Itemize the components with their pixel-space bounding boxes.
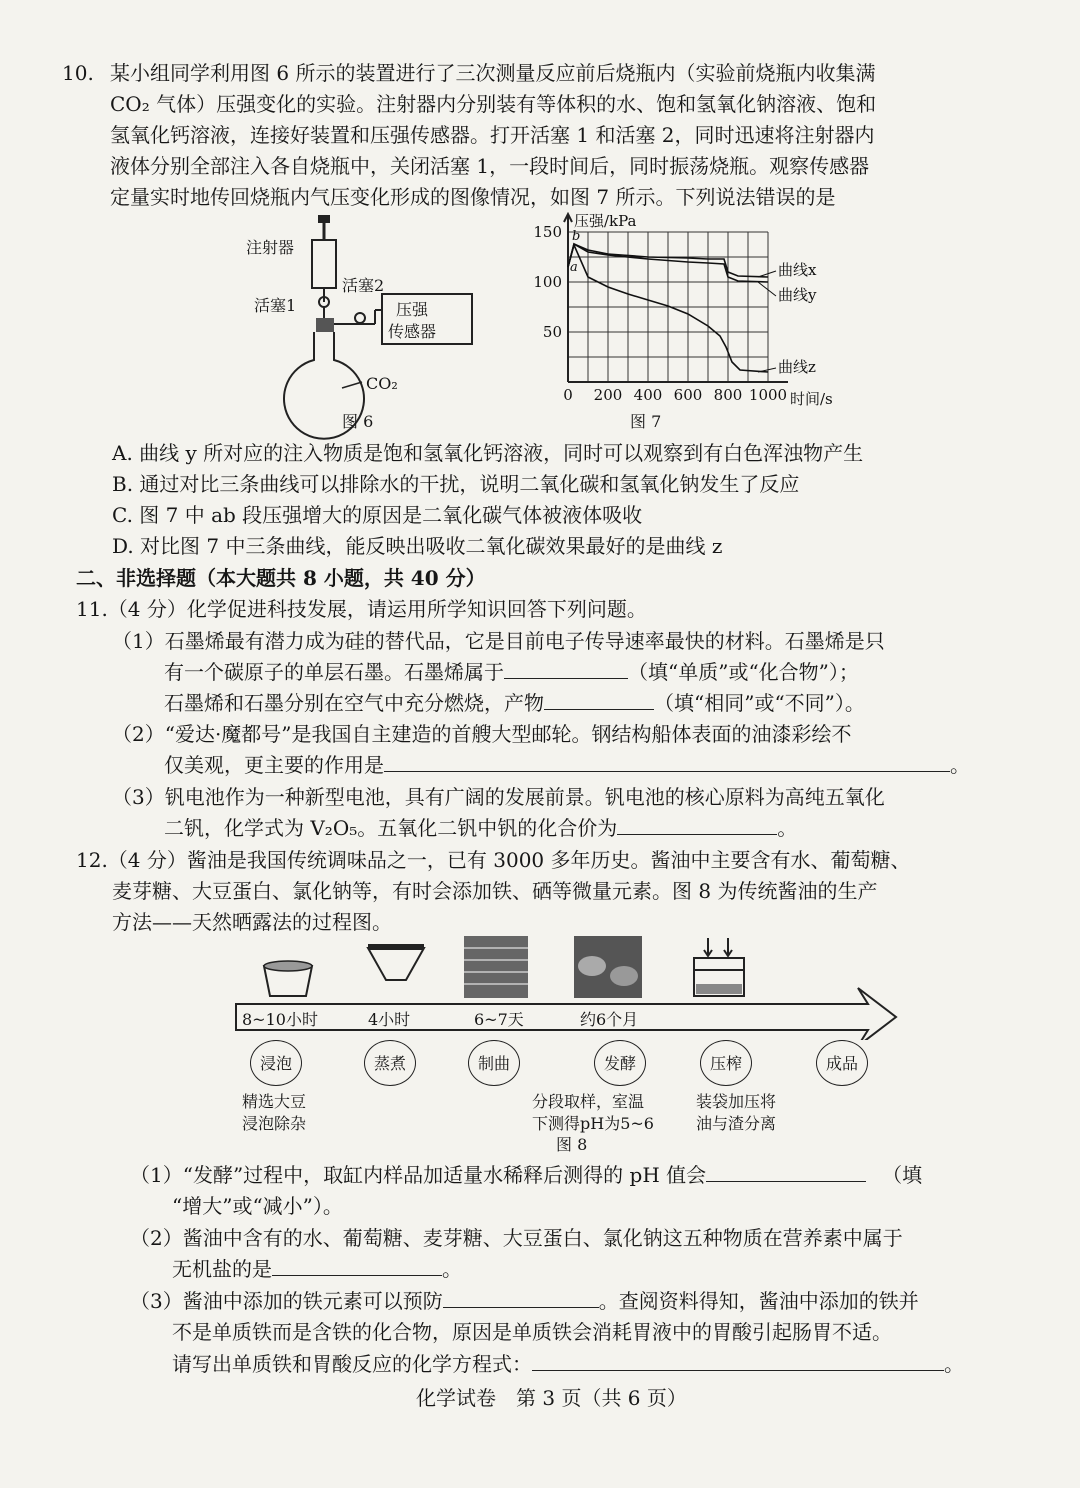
x-tick-label: 1000 (748, 386, 788, 404)
q10-option-c: C. 图 7 中 ab 段压强增大的原因是二氧化碳气体被液体吸收 (112, 503, 643, 527)
y-tick-label: 100 (533, 273, 562, 291)
answer-blank[interactable] (544, 689, 654, 710)
timeline-arrow (236, 988, 896, 1040)
answer-blank[interactable] (706, 1161, 866, 1182)
label-syringe: 注射器 (246, 238, 295, 257)
q10-option-d: D. 对比图 7 中三条曲线，能反映出吸收二氧化碳效果最好的是曲线 z (112, 534, 723, 558)
fig7-pressure-chart (520, 212, 880, 412)
x-tick-label: 200 (593, 386, 623, 404)
syringe-plunger-top (318, 215, 330, 223)
q12-p3-line1: （3）酱油中添加的铁元素可以预防 。查阅资料得知，酱油中添加的铁并 (130, 1289, 919, 1313)
q12-line1: 12.（4 分）酱油是我国传统调味品之一，已有 3000 多年历史。酱油中主要含有水、葡萄糖、 (76, 848, 911, 872)
note-soak-line1: 精选大豆 (242, 1092, 307, 1111)
series-label: 曲线x (778, 261, 817, 279)
series-label: 曲线y (778, 286, 817, 304)
y-tick-label: 150 (533, 223, 562, 241)
answer-blank[interactable] (532, 1350, 944, 1371)
q12-p1-line2: “增大”或“减小”）。 (172, 1194, 343, 1218)
q10-stem-line: 某小组同学利用图 6 所示的装置进行了三次测量反应前后烧瓶内（实验前烧瓶内收集满 (110, 61, 876, 85)
duration-koji: 6~7天 (474, 1010, 524, 1029)
valve2-icon (355, 313, 365, 323)
q10-number: 10. (62, 61, 94, 85)
series-label: 曲线z (778, 358, 816, 376)
section-heading: 二、非选择题（本大题共 8 小题，共 40 分） (76, 566, 486, 590)
note-press-line1: 装袋加压将 (696, 1092, 777, 1111)
syringe-barrel (312, 240, 336, 288)
steamer-icon (368, 948, 424, 980)
q12-p3-line2: 不是单质铁而是含铁的化合物，原因是单质铁会消耗胃液中的胃酸引起肠胃不适。 (172, 1320, 892, 1344)
duration-steam: 4小时 (368, 1010, 411, 1029)
fig7-caption: 图 7 (630, 412, 662, 431)
answer-blank[interactable] (384, 751, 950, 772)
x-axis-label: 时间/s (790, 390, 833, 408)
q11-p1-line1: （1）石墨烯最有潜力成为硅的替代品，它是目前电子传导速率最快的材料。石墨烯是只 (112, 629, 885, 653)
x-tick-label: 0 (563, 386, 573, 404)
answer-blank[interactable] (617, 814, 777, 835)
fig6-caption: 图 6 (342, 412, 374, 431)
q11-p3-line2: 二钒，化学式为 V₂O₅。五氧化二钒中钒的化合价为 。 (164, 816, 798, 840)
q12-p3-line3: 请写出单质铁和胃酸反应的化学方程式： 。 (172, 1352, 964, 1376)
flask-stopper (316, 318, 334, 332)
point-label-a: a (570, 260, 578, 275)
answer-blank[interactable] (272, 1255, 442, 1276)
duration-soak: 8~10小时 (242, 1010, 318, 1029)
y-tick-label: 50 (542, 323, 562, 341)
note-ferment-line1: 分段取样，室温 (532, 1092, 645, 1111)
fig8-caption: 图 8 (556, 1135, 588, 1154)
q10-stem-line: 液体分别全部注入各自烧瓶中，关闭活塞 1，一段时间后，同时振荡烧瓶。观察传感器 (110, 154, 870, 178)
series-leader-line (758, 271, 776, 277)
answer-blank[interactable] (443, 1287, 599, 1308)
x-tick-label: 800 (713, 386, 743, 404)
q11-p2-line2: 仅美观，更主要的作用是 。 (164, 753, 970, 777)
q10-stem-line: 定量实时地传回烧瓶内气压变化形成的图像情况，如图 7 所示。下列说法错误的是 (110, 185, 836, 209)
label-valve2: 活塞2 (342, 276, 385, 295)
step-steam: 蒸煮 (364, 1040, 416, 1086)
q11-p2-line1: （2）“爱达·魔都号”是我国自主建造的首艘大型邮轮。钢结构船体表面的油漆彩绘不 (112, 722, 852, 746)
x-tick-label: 600 (673, 386, 703, 404)
label-sensor-line1: 压强 (396, 300, 429, 319)
duration-ferment: 约6个月 (580, 1010, 639, 1029)
step-soak: 浸泡 (250, 1040, 302, 1086)
answer-blank[interactable] (504, 658, 628, 679)
series-leader-line (758, 282, 776, 296)
q12-p2-line1: （2）酱油中含有的水、葡萄糖、麦芽糖、大豆蛋白、氯化钠这五种物质在营养素中属于 (130, 1226, 903, 1250)
note-soak-line2: 浸泡除杂 (242, 1114, 307, 1133)
fig8-process-arrow (228, 930, 908, 1040)
step-product: 成品 (816, 1040, 868, 1086)
q12-line2: 麦芽糖、大豆蛋白、氯化钠等，有时会添加铁、硒等微量元素。图 8 为传统酱油的生产 (112, 879, 878, 903)
point-label-b: b (572, 229, 581, 244)
q10-option-b: B. 通过对比三条曲线可以排除水的干扰，说明二氧化碳和氢氧化钠发生了反应 (112, 472, 800, 496)
note-press-line2: 油与渣分离 (696, 1114, 777, 1133)
koji-tray-icon (464, 936, 528, 998)
label-sensor-line2: 传感器 (388, 322, 437, 341)
step-ferment: 发酵 (594, 1040, 646, 1086)
q11-p3-line1: （3）钒电池作为一种新型电池，具有广阔的发展前景。钒电池的核心原料为高纯五氧化 (112, 785, 885, 809)
q10-stem-line: 氢氧化钙溶液，连接好装置和压强传感器。打开活塞 1 和活塞 2，同时迅速将注射器内 (110, 123, 875, 147)
q11-head: 11.（4 分）化学促进科技发展，请运用所学知识回答下列问题。 (76, 597, 647, 621)
q10-option-a: A. 曲线 y 所对应的注入物质是饱和氢氧化钙溶液，同时可以观察到有白色浑浊物产生 (112, 441, 864, 465)
y-axis-label: 压强/kPa (574, 212, 637, 230)
note-ferment-line2: 下测得pH为5~6 (532, 1114, 654, 1133)
label-valve1: 活塞1 (254, 296, 297, 315)
q11-p1-line3: 石墨烯和石墨分别在空气中充分燃烧，产物 （填“相同”或“不同”）。 (164, 691, 865, 715)
step-koji: 制曲 (468, 1040, 520, 1086)
q12-p2-line2: 无机盐的是 。 (172, 1257, 462, 1281)
label-co2: CO₂ (366, 374, 398, 393)
step-press: 压榨 (700, 1040, 752, 1086)
q12-line3: 方法——天然晒露法的过程图。 (112, 910, 392, 934)
page-footer: 化学试卷 第 3 页（共 6 页） (416, 1386, 687, 1410)
x-tick-label: 400 (633, 386, 663, 404)
q10-stem-line: CO₂ 气体）压强变化的实验。注射器内分别装有等体积的水、饱和氢氧化钠溶液、饱和 (110, 92, 877, 116)
q11-p1-line2: 有一个碳原子的单层石墨。石墨烯属于 （填“单质”或“化合物”）； (164, 660, 859, 684)
q12-p1-line1: （1）“发酵”过程中，取缸内样品加适量水稀释后测得的 pH 值会 （填 (130, 1163, 923, 1187)
